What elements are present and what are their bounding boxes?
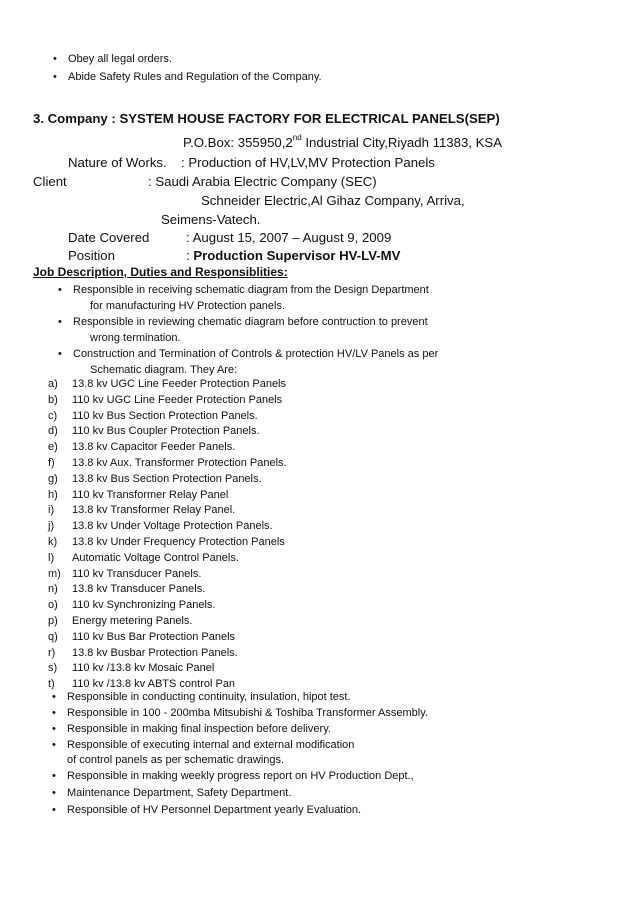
panel-item: 13.8 kv Under Voltage Protection Panels. (72, 520, 273, 533)
duty-item: • Construction and Termination of Controls & protection HV/LV Panels as per (73, 347, 438, 361)
duty-item: • Responsible of executing internal and external modification (67, 738, 354, 752)
date-label: Date Covered (68, 230, 150, 245)
panel-key: r) (48, 646, 56, 659)
address-sup: nd (292, 133, 302, 142)
panel-key: c) (48, 409, 58, 422)
panel-key: o) (48, 599, 58, 612)
panel-item: 13.8 kv Aux. Transformer Protection Panels. (72, 457, 287, 469)
panel-item: Energy metering Panels. (72, 615, 193, 627)
client-line-3: Seimens-Vatech. (161, 212, 261, 227)
panel-item: 13.8 kv Transducer Panels. (72, 583, 206, 596)
panel-key: h) (48, 488, 58, 501)
company-address (183, 134, 502, 151)
nature-value: : Production of HV,LV,MV Protection Panels (181, 155, 435, 170)
panel-key: f) (48, 457, 55, 469)
panel-item: 110 kv Transducer Panels. (72, 567, 202, 580)
panel-key: q) (48, 630, 58, 643)
company-heading: 3. Company : SYSTEM HOUSE FACTORY FOR ELECTRICAL PANELS(SEP) (33, 111, 500, 126)
panel-key: g) (48, 472, 58, 485)
position-colon: : (186, 248, 194, 263)
duty-item: • Responsible in 100 - 200mba Mitsubishi & Toshiba Transformer Assembly. (67, 706, 428, 720)
address-text: P.O.Box: 355950,2 (183, 135, 293, 150)
position-value: Production Supervisor HV-LV-MV (193, 248, 401, 263)
panel-item: 13.8 kv Busbar Protection Panels. (72, 646, 238, 659)
address-text-rest: Industrial City,Riyadh 11383, KSA (301, 135, 503, 150)
panel-key: a) (48, 378, 58, 390)
panel-key: l) (48, 551, 55, 564)
panel-key: d) (48, 425, 58, 438)
duty-item-cont: Schematic diagram. They Are: (90, 364, 238, 376)
nature-label: Nature of Works. (68, 155, 167, 170)
duty-item: • Responsible in receiving schematic diagram from the Design Department (73, 283, 429, 297)
duty-item: • Maintenance Department, Safety Department. (67, 786, 291, 800)
panel-item: 110 kv Transformer Relay Panel (72, 488, 229, 501)
panel-key: b) (48, 393, 58, 406)
duty-item-cont: for manufacturing HV Protection panels. (90, 300, 286, 312)
client-label: Client (33, 174, 67, 189)
panel-key: s) (48, 662, 58, 675)
panel-item: 110 kv UGC Line Feeder Protection Panels (72, 393, 283, 406)
duty-item: • Responsible in making final inspection before delivery. (67, 722, 331, 736)
panel-item: 110 kv Synchronizing Panels. (72, 599, 216, 612)
duty-item: • Responsible of HV Personnel Department yearly Evaluation. (67, 803, 361, 817)
panel-item: 13.8 kv UGC Line Feeder Protection Panels (72, 378, 287, 390)
date-value: : August 15, 2007 – August 9, 2009 (186, 230, 392, 245)
client-line-2: Schneider Electric,Al Gihaz Company, Arriva, (201, 193, 465, 208)
panel-item: 110 kv Bus Coupler Protection Panels. (72, 425, 260, 438)
duty-item: • Responsible in conducting continuity, insulation, hipot test. (67, 690, 351, 704)
panel-item: 13.8 kv Capacitor Feeder Panels. (72, 441, 236, 454)
panel-key: t) (48, 678, 55, 691)
panel-key: i) (48, 504, 55, 517)
panel-key: p) (48, 615, 58, 627)
panel-key: k) (48, 536, 58, 548)
bullet-item: • Obey all legal orders. (68, 52, 172, 66)
panel-item: 110 kv /13.8 kv ABTS control Pan (72, 678, 236, 691)
duty-item: • Responsible in making weekly progress report on HV Production Dept., (67, 769, 414, 783)
panel-key: m) (48, 567, 61, 580)
panel-item: 13.8 kv Bus Section Protection Panels. (72, 472, 262, 485)
panel-item: Automatic Voltage Control Panels. (72, 551, 239, 564)
panel-item: 110 kv Bus Bar Protection Panels (72, 630, 236, 643)
panel-key: e) (48, 441, 58, 454)
position-label: Position (68, 248, 115, 263)
panel-key: n) (48, 583, 58, 596)
client-value: : Saudi Arabia Electric Company (SEC) (148, 174, 377, 189)
duty-item-cont: wrong termination. (90, 332, 181, 344)
panel-key: j) (48, 520, 55, 533)
duty-item-cont: of control panels as per schematic drawings. (67, 754, 285, 766)
panel-item: 13.8 kv Under Frequency Protection Panels (72, 536, 285, 548)
position-value-wrap (186, 247, 400, 264)
job-description-heading: Job Description, Duties and Responsiblities: (33, 265, 288, 279)
panel-item: 110 kv Bus Section Protection Panels. (72, 409, 258, 422)
bullet-item: • Abide Safety Rules and Regulation of the Company. (68, 70, 322, 84)
panel-item: 13.8 kv Transformer Relay Panel. (72, 504, 236, 517)
duty-item: • Responsible in reviewing chematic diagram before contruction to prevent (73, 315, 428, 329)
panel-item: 110 kv /13.8 kv Mosaic Panel (72, 662, 215, 675)
